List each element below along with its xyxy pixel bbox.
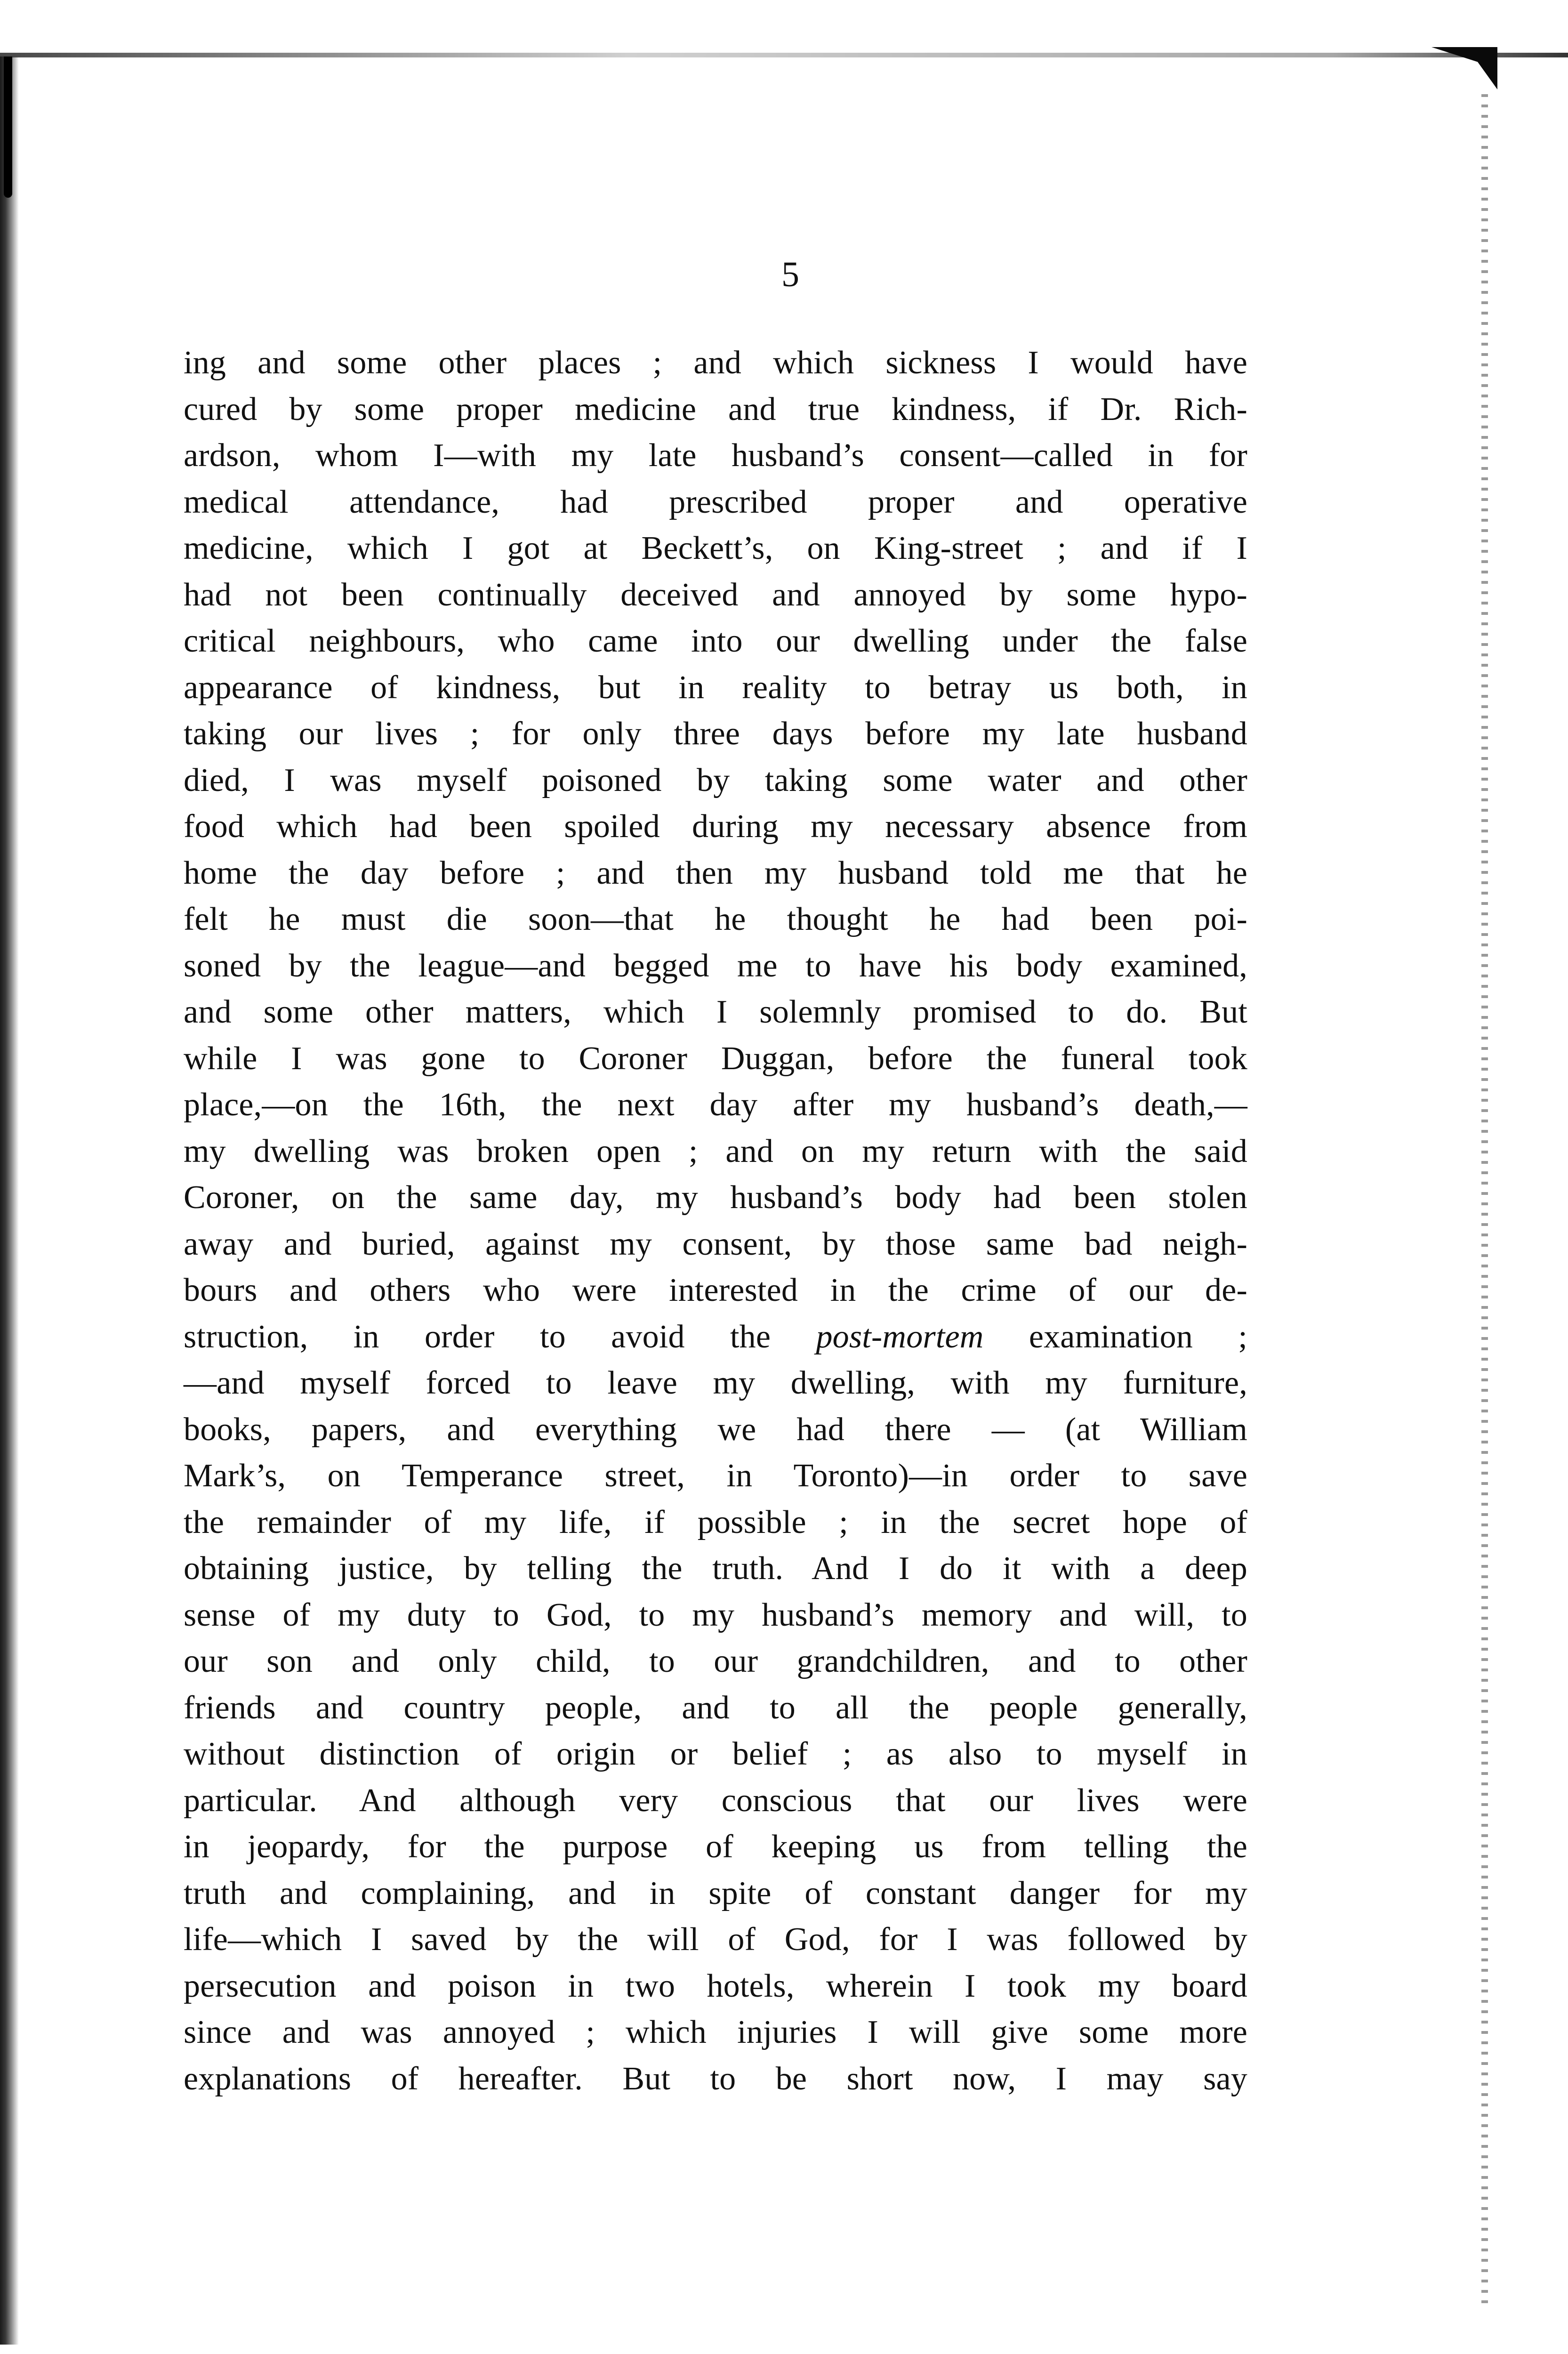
text-line: had not been continually deceived and annoyed by some hypo- <box>184 576 1247 613</box>
page-number: 5 <box>781 255 799 294</box>
text-line: —and myself forced to leave my dwelling, with my furniture, <box>184 1365 1247 1401</box>
text-line: Coroner, on the same day, my husband’s body had been stolen <box>184 1179 1247 1216</box>
text-line: home the day before ; and then my husband told me that he <box>184 855 1247 891</box>
text-line: life—which I saved by the will of God, for I was followed by <box>184 1921 1247 1958</box>
italic-term: post-mortem <box>816 1318 984 1355</box>
text-line: critical neighbours, who came into our dwelling under the false <box>184 623 1247 659</box>
text-segment: examination ; <box>983 1318 1247 1355</box>
text-line: explanations of hereafter. But to be short now, I may say <box>184 2060 1247 2097</box>
page-edge-right <box>1481 94 1488 2307</box>
page-edge-top <box>0 53 1568 57</box>
text-line: Mark’s, on Temperance street, in Toronto)—in order to save <box>184 1458 1247 1494</box>
text-segment: struction, in order to avoid the <box>184 1318 816 1355</box>
text-line: taking our lives ; for only three days before my late husband <box>184 716 1247 752</box>
body-text <box>184 340 1247 2102</box>
text-line: food which had been spoiled during my necessary absence from <box>184 808 1247 845</box>
text-line: without distinction of origin or belief ; as also to myself in <box>184 1736 1247 1772</box>
text-line: persecution and poison in two hotels, wherein I took my board <box>184 1967 1247 2004</box>
text-line <box>184 1314 1247 1361</box>
page-edge-left <box>0 56 19 2345</box>
text-line: place,—on the 16th, the next day after my husband’s death,— <box>184 1087 1247 1123</box>
text-line: sense of my duty to God, to my husband’s memory and will, to <box>184 1596 1247 1633</box>
binding-shadow <box>4 56 12 198</box>
text-line: soned by the league—and begged me to have his body examined, <box>184 947 1247 984</box>
text-line: in jeopardy, for the purpose of keeping us from telling the <box>184 1829 1247 1865</box>
text-line: the remainder of my life, if possible ; in the secret hope of <box>184 1504 1247 1540</box>
text-line: medical attendance, had prescribed proper and operative <box>184 484 1247 520</box>
text-line: my dwelling was broken open ; and on my return with the said <box>184 1133 1247 1169</box>
text-line: felt he must die soon—that he thought he had been poi- <box>184 901 1247 937</box>
text-line: friends and country people, and to all the people generally, <box>184 1689 1247 1726</box>
text-line: while I was gone to Coroner Duggan, before the funeral took <box>184 1040 1247 1077</box>
text-line: away and buried, against my consent, by those same bad neigh- <box>184 1225 1247 1262</box>
text-line: our son and only child, to our grandchildren, and to other <box>184 1643 1247 1679</box>
text-line: truth and complaining, and in spite of constant danger for my <box>184 1875 1247 1911</box>
text-line: obtaining justice, by telling the truth. And I do it with a deep <box>184 1550 1247 1587</box>
text-line: bours and others who were interested in the crime of our de- <box>184 1272 1247 1308</box>
text-line: books, papers, and everything we had there — (at William <box>184 1411 1247 1448</box>
text-line: appearance of kindness, but in reality to betray us both, in <box>184 669 1247 706</box>
text-line: particular. And although very conscious that our lives were <box>184 1782 1247 1819</box>
text-line: ing and some other places ; and which sickness I would have <box>184 345 1247 381</box>
text-line: died, I was myself poisoned by taking some water and other <box>184 762 1247 798</box>
text-line: since and was annoyed ; which injuries I will give some more <box>184 2014 1247 2050</box>
text-line: cured by some proper medicine and true kindness, if Dr. Rich- <box>184 391 1247 427</box>
text-line: medicine, which I got at Beckett’s, on King-street ; and if I <box>184 530 1247 566</box>
text-line: and some other matters, which I solemnly promised to do. But <box>184 994 1247 1030</box>
text-line: ardson, whom I—with my late husband’s consent—called in for <box>184 437 1247 474</box>
